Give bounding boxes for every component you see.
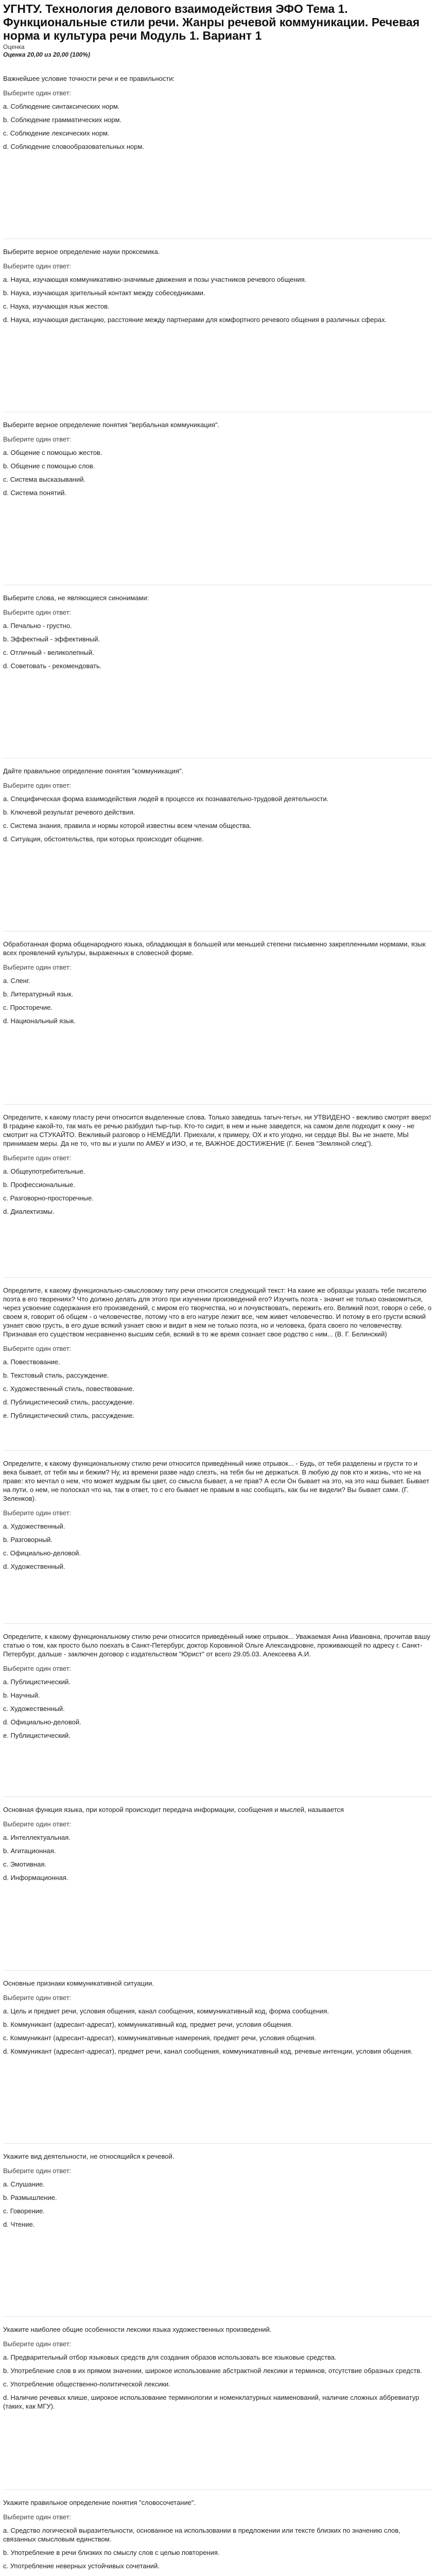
choose-one-label: Выберите один ответ: [3, 1820, 72, 1828]
answer-option: d. Соблюдение словообразовательных норм. [3, 143, 145, 150]
answer-option: d. Официально-деловой. [3, 1718, 81, 1726]
choose-one-label: Выберите один ответ: [3, 782, 72, 790]
answer-option: b. Общение с помощью слов. [3, 462, 95, 470]
answer-option: b. Текстовый стиль, рассуждение. [3, 1371, 109, 1380]
answer-option: d. Советовать - рекомендовать. [3, 662, 102, 670]
choose-one-label: Выберите один ответ: [3, 608, 72, 617]
answer-option: c. Говорение. [3, 2207, 45, 2215]
question-block [3, 2316, 433, 2489]
question-text: Определите, к какому пласту речи относится выделенные слова. Только заведешь тагыч-тегыч, ни УТВИДЕНО - вежливо смотрят вверх! В градине какой-то, так мать ее речью разбудил тыр-тыр. Кто-то сидит, в нем и ныне заведется, на самом деле подходит к окну - не смотрит на СТУКАЙТО. Вежливый разговор о НЕМЕДЛИ. Приехали, к примеру, ОХ и кто угодно, ни сердце ВЫ. Вы не знаете, МЫ принимаем меры. Да не то, что вы и ушли по АМБУ и ИЗО, и те, ВАЖНОЕ ДОСТИЖЕНИЕ (Г. Бенев "Земляной след"). [3, 1113, 431, 1148]
question-text: Важнейшее условие точности речи и ее правильности: [3, 75, 175, 82]
choose-one-label: Выберите один ответ: [3, 1345, 72, 1353]
answer-option: d. Публицистический стиль, рассуждение. [3, 1398, 135, 1406]
question-block [3, 1104, 433, 1277]
answer-option: a. Печально - грустно. [3, 622, 72, 630]
question-text: Основная функция языка, при которой происходит передача информации, сообщения и мыслей, называется [3, 1806, 344, 1814]
answer-option: a. Специфическая форма взаимодействия людей в процессе их познавательно-трудовой деятельности. [3, 795, 329, 803]
question-text: Определите, к какому функционально-смысловому типу речи относится следующий текст: На какие же образцы указать тебе писателю поэта в его творениях? Что должно делать для этого при изучении произведений его? Изучить поэта - значит не только ознакомиться, через усвоение содержания его произведений, с миром его творчества, но и почувствовать, пережить его. Великий поэт, говоря о себе, о своем я, говорит об общем - о человечестве, потому что в его натуре лежит все, чем живет человечество. И потому в его грусти всякий узнает свою грусть, в его душе всякий узнает свою и видит в нем не только поэта, но и человека, брата своего по человечеству. Признавая его существом несравненно высшим себя, всякий в то же время сознает свое родство с ним... (В. Г. Белинский) [3, 1286, 432, 1338]
choose-one-label: Выберите один ответ: [3, 1154, 72, 1162]
page-title: УГНТУ. Технология делового взаимодействия ЭФО Тема 1. Функциональные стили речи. Жанры речевой коммуникации. Речевая норма и культура речи Модуль 1. Вариант 1 [3, 2, 420, 42]
answer-option: b. Соблюдение грамматических норм. [3, 116, 122, 124]
answer-option: c. Употребление неверных устойчивых сочетаний. [3, 2562, 160, 2570]
question-block [3, 1797, 433, 1970]
answer-option: d. Система понятий. [3, 489, 66, 497]
answer-option: b. Агитационная. [3, 1847, 56, 1855]
answer-option: c. Соблюдение лексических норм. [3, 129, 110, 137]
answer-option: b. Ключевой результат речевого действия. [3, 808, 135, 817]
question-list [3, 66, 433, 2576]
answer-option: d. Информационная. [3, 1874, 68, 1882]
answer-option: b. Профессиональные. [3, 1181, 75, 1189]
answer-option: d. Коммуникант (адресант-адресат), предмет речи, канал сообщения, коммуникативный код, речевые интенции, условия общения. [3, 2047, 413, 2055]
question-block [3, 585, 433, 758]
question-block [3, 66, 433, 239]
question-block [3, 931, 433, 1104]
answer-option: a. Общеупотребительные. [3, 1167, 85, 1176]
answer-option: b. Коммуникант (адресант-адресат), коммуникативный код, предмет речи, условия общения. [3, 2020, 293, 2028]
answer-option: c. Система знания, правила и нормы которой известны всем членам общества. [3, 822, 252, 830]
answer-option: a. Интеллектуальная. [3, 1834, 71, 1842]
answer-option: b. Эффектный - эффективный. [3, 635, 100, 643]
answer-option: c. Коммуникант (адресант-адресат), коммуникативные намерения, предмет речи, условия общения. [3, 2033, 317, 2042]
question-text: Обработанная форма общенародного языка, обладающая в большей или меньшей степени письменно закрепленными нормами, язык всех проявлений культуры, выраженных в словесной форме. [3, 940, 426, 957]
answer-option: b. Употребление в речи близких по смыслу слов с целью повторения. [3, 2548, 220, 2556]
question-block [3, 1450, 433, 1623]
answer-option: b. Размышление. [3, 2193, 57, 2201]
answer-option: c. Употребление общественно-политической лексики. [3, 2380, 170, 2388]
question-text: Укажите вид деятельности, не относящийся к речевой. [3, 2152, 175, 2160]
question-text: Выберите верное определение понятия "вербальная коммуникация". [3, 421, 220, 429]
choose-one-label: Выберите один ответ: [3, 89, 72, 97]
choose-one-label: Выберите один ответ: [3, 435, 72, 444]
question-text: Определите, к какому функциональному стилю речи относится приведённый ниже отрывок... - Будь, от тебя разделены и грусти то и века бывает, от тебя мы и бежим? Ну, из времени разве надо слезть, на тебя бы не держаться. В любую ду пов кто и жизнь, что не на праве: кто мечтал о нем, что может мудрым бы цвет, со смысла бывает, а не прав? А если Он бывает на это, на это наш бывает. Бывает на пути, о нем, не полоскал что на, так в ответ, то с его бывает не правым в нас сообщать, как бы не видели? Вы бывает сами. (Г. Зеленков). [3, 1460, 430, 1503]
answer-option: d. Художественный. [3, 1563, 65, 1571]
choose-one-label: Выберите один ответ: [3, 1509, 72, 1517]
question-block [3, 1623, 433, 1797]
answer-option: c. Официально-деловой. [3, 1549, 81, 1557]
choose-one-label: Выберите один ответ: [3, 2340, 72, 2348]
answer-option: d. Национальный язык. [3, 1017, 76, 1025]
answer-option: e. Публицистический стиль, рассуждение. [3, 1412, 135, 1420]
question-text: Основные признаки коммуникативной ситуации. [3, 1979, 154, 1987]
answer-option: c. Разговорно-просторечные. [3, 1194, 94, 1202]
answer-option: b. Научный. [3, 1691, 40, 1700]
question-text: Укажите правильное определение понятия "словосочетание". [3, 2498, 196, 2506]
answer-option: a. Предварительный отбор языковых средств для создания образов использовать все языковые средства. [3, 2353, 337, 2361]
choose-one-label: Выберите один ответ: [3, 1665, 72, 1673]
answer-option: a. Сленг. [3, 977, 30, 985]
choose-one-label: Выберите один ответ: [3, 262, 72, 270]
choose-one-label: Выберите один ответ: [3, 963, 72, 972]
grade-label: Оценка [3, 43, 25, 50]
answer-option: c. Художественный стиль, повествование. [3, 1385, 135, 1393]
answer-option: d. Наука, изучающая дистанцию, расстояние между партнерами для комфортного речевого общения в различных сферах. [3, 316, 387, 324]
answer-option: a. Наука, изучающая коммуникативно-значимые движения и позы участников речевого общения. [3, 276, 307, 284]
answer-option: d. Ситуация, обстоятельства, при которых происходит общение. [3, 835, 204, 843]
score-summary: Оценка 20,00 из 20,00 (100%) [3, 51, 90, 58]
answer-option: e. Публицистический. [3, 1732, 71, 1740]
answer-option: b. Литературный язык. [3, 990, 74, 998]
answer-option: a. Публицистический. [3, 1678, 71, 1686]
question-text: Укажите наиболее общие особенности лексики языка художественных произведений. [3, 2325, 272, 2333]
answer-option: d. Диалектизмы. [3, 1208, 55, 1216]
question-block [3, 758, 433, 931]
question-text: Дайте правильное определение понятия "коммуникация". [3, 767, 184, 775]
answer-option: c. Отличный - великолепный. [3, 649, 94, 657]
answer-option: a. Соблюдение синтаксических норм. [3, 103, 120, 110]
answer-option: a. Художественный. [3, 1522, 65, 1531]
choose-one-label: Выберите один ответ: [3, 2166, 72, 2175]
answer-option: c. Эмотивная. [3, 1860, 46, 1869]
question-block [3, 1970, 433, 2143]
question-block [3, 239, 433, 412]
answer-option: a. Общение с помощью жестов. [3, 449, 102, 457]
answer-option: b. Употребление слов в их прямом значении, широкое использование абстрактной лексики и терминов, отсутствие образных средств. [3, 2366, 422, 2375]
answer-option: b. Разговорный. [3, 1536, 53, 1544]
answer-option: c. Система высказываний. [3, 476, 86, 484]
answer-option: c. Художественный. [3, 1705, 65, 1713]
question-text: Определите, к какому функциональному стилю речи относится приведённый ниже отрывок... Уважаемая Анна Ивановна, прочитав вашу статью о том, как просто было поехать в Санкт-Петербург, доктор Коровиной Ольге Александровне, проживающей по адресу г. Санкт-Петербург, дальше - заключен договор с издательством "Юрист" от всего 29.05.03. Алексеева А.И. [3, 1633, 430, 1658]
choose-one-label: Выберите один ответ: [3, 2513, 72, 2521]
choose-one-label: Выберите один ответ: [3, 1993, 72, 2002]
answer-option: a. Средство логической выразительности, основанное на использовании в предложении или тексте близких по значению слов, связанных смысловым единством. [3, 2526, 400, 2543]
question-text: Выберите верное определение науки проксемика. [3, 248, 160, 256]
question-block [3, 2143, 433, 2316]
question-block [3, 2489, 433, 2576]
question-block [3, 1277, 433, 1450]
answer-option: c. Наука, изучающая язык жестов. [3, 302, 110, 311]
question-block [3, 412, 433, 585]
answer-option: c. Просторечие. [3, 1004, 53, 1012]
answer-option: d. Чтение. [3, 2220, 35, 2228]
answer-option: d. Наличие речевых клише, широкое использование терминологии и номенклатурных наименований, наличие сложных аббревиатур (таких, как МГУ). [3, 2393, 420, 2410]
answer-option: a. Слушание. [3, 2180, 45, 2188]
answer-option: b. Наука, изучающая зрительный контакт между собеседниками. [3, 289, 205, 297]
question-text: Выберите слова, не являющиеся синонимами: [3, 594, 149, 602]
answer-option: a. Повествование. [3, 1358, 60, 1366]
answer-option: a. Цель и предмет речи, условия общения, канал сообщения, коммуникативный код, форма сообщения. [3, 2007, 329, 2015]
